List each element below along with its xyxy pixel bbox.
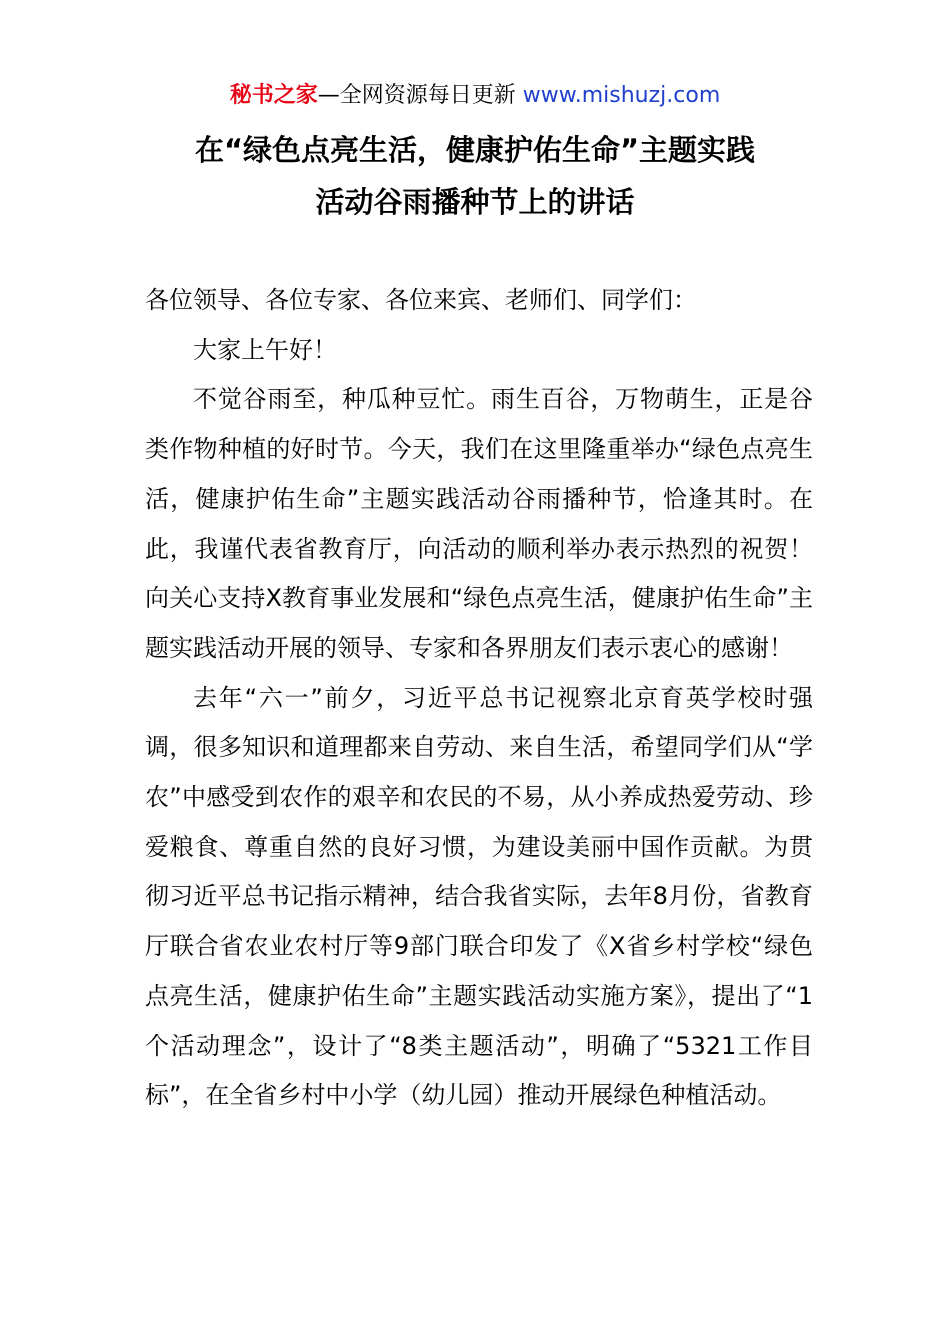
site-tagline: —全网资源每日更新 xyxy=(317,83,523,108)
title-line-1: 在“绿色点亮生活，健康护佑生命”主题实践 xyxy=(194,133,756,167)
site-brand: 秘书之家 xyxy=(229,83,318,108)
greeting: 大家上午好！ xyxy=(193,335,337,364)
document-title xyxy=(60,124,890,228)
title-line-2: 活动谷雨播种节上的讲话 xyxy=(315,185,635,219)
site-url-link[interactable]: www.mishuzj.com xyxy=(522,83,721,108)
paragraph-1: 不觉谷雨至，种瓜种豆忙。雨生百谷，万物萌生，正是谷类作物种植的好时节。今天，我们在这里隆重举办“绿色点亮生活，健康护佑生命”主题实践活动谷雨播种节，恰逢其时。在此，我谨代表省教育厅，向活动的顺利举办表示热烈的祝贺！向关心支持X教育事业发展和“绿色点亮生活，健康护佑生命”主题实践活动开展的领导、专家和各界朋友们表示衷心的感谢！ xyxy=(145,385,813,662)
document-body xyxy=(145,276,813,1121)
paragraph-2: 去年“六一”前夕，习近平总书记视察北京育英学校时强调，很多知识和道理都来自劳动、来自生活，希望同学们从“学农”中感受到农作的艰辛和农民的不易，从小养成热爱劳动、珍爱粮食、尊重自然的良好习惯，为建设美丽中国作贡献。为贯彻习近平总书记指示精神，结合我省实际，去年8月份，省教育厅联合省农业农村厅等9部门联合印发了《X省乡村学校“绿色点亮生活，健康护佑生命”主题实践活动实施方案》，提出了“1个活动理念”，设计了“8类主题活动”，明确了“5321工作目标”，在全省乡村中小学（幼儿园）推动开展绿色种植活动。 xyxy=(145,683,813,1110)
salutation: 各位领导、各位专家、各位来宾、老师们、同学们： xyxy=(145,286,697,314)
site-header xyxy=(0,80,950,112)
